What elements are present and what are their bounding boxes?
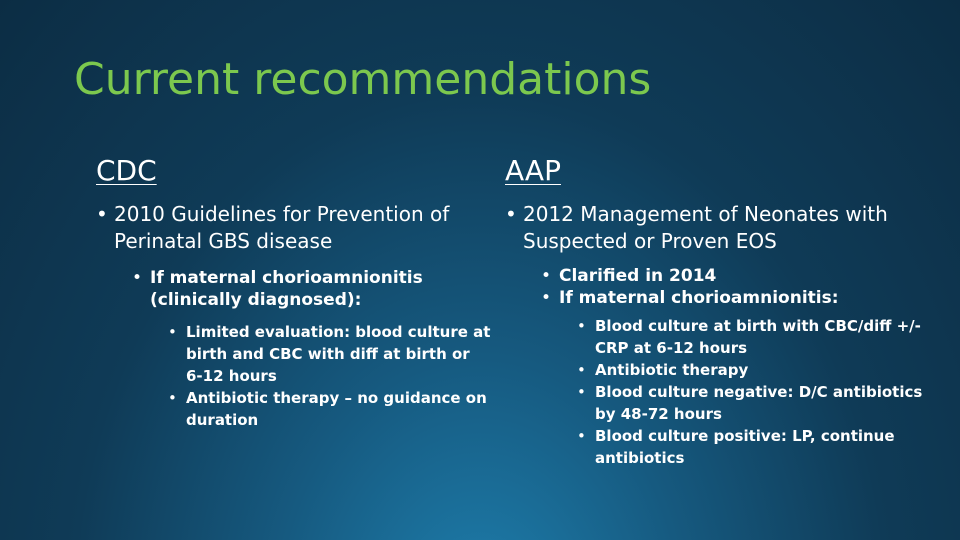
aap-sub-bullet: • Clarified in 2014 — [541, 265, 925, 287]
aap-column — [505, 154, 925, 469]
aap-bullet-text: 2012 Management of Neonates with Suspected or Proven EOS — [523, 202, 888, 253]
cdc-sub-bullet-text: If maternal chorioamnionitis (clinically diagnosed): — [150, 268, 423, 310]
cdc-bullet-text: 2010 Guidelines for Prevention of Perinatal GBS disease — [114, 202, 450, 253]
cdc-sub-bullet — [132, 267, 491, 431]
aap-bullet-list — [505, 201, 925, 469]
aap-sub-bullet — [541, 287, 925, 469]
aap-subsub-bullet: • Blood culture at birth with CBC/diff +/- CRP at 6-12 hours — [577, 315, 925, 359]
aap-sub-bullet-text: If maternal chorioamnionitis: — [559, 288, 839, 308]
aap-bullet — [505, 201, 925, 469]
aap-heading: AAP — [505, 154, 561, 187]
aap-sub-list — [523, 265, 925, 469]
cdc-bullet — [96, 201, 491, 431]
aap-subsub-list — [559, 315, 925, 469]
aap-subsub-bullet: • Antibiotic therapy — [577, 359, 925, 381]
slide-title: Current recommendations — [74, 54, 652, 105]
cdc-column — [96, 154, 491, 431]
cdc-subsub-bullet: • Antibiotic therapy – no guidance on duration — [168, 387, 491, 431]
cdc-bullet-list — [96, 201, 491, 431]
aap-subsub-bullet: • Blood culture negative: D/C antibiotics by 48-72 hours — [577, 381, 925, 425]
cdc-subsub-bullet: • Limited evaluation: blood culture at birth and CBC with diff at birth or 6-12 hours — [168, 321, 491, 387]
cdc-sub-list — [114, 267, 491, 431]
aap-subsub-bullet: • Blood culture positive: LP, continue antibiotics — [577, 425, 925, 469]
cdc-heading: CDC — [96, 154, 157, 187]
cdc-subsub-list — [150, 321, 491, 431]
